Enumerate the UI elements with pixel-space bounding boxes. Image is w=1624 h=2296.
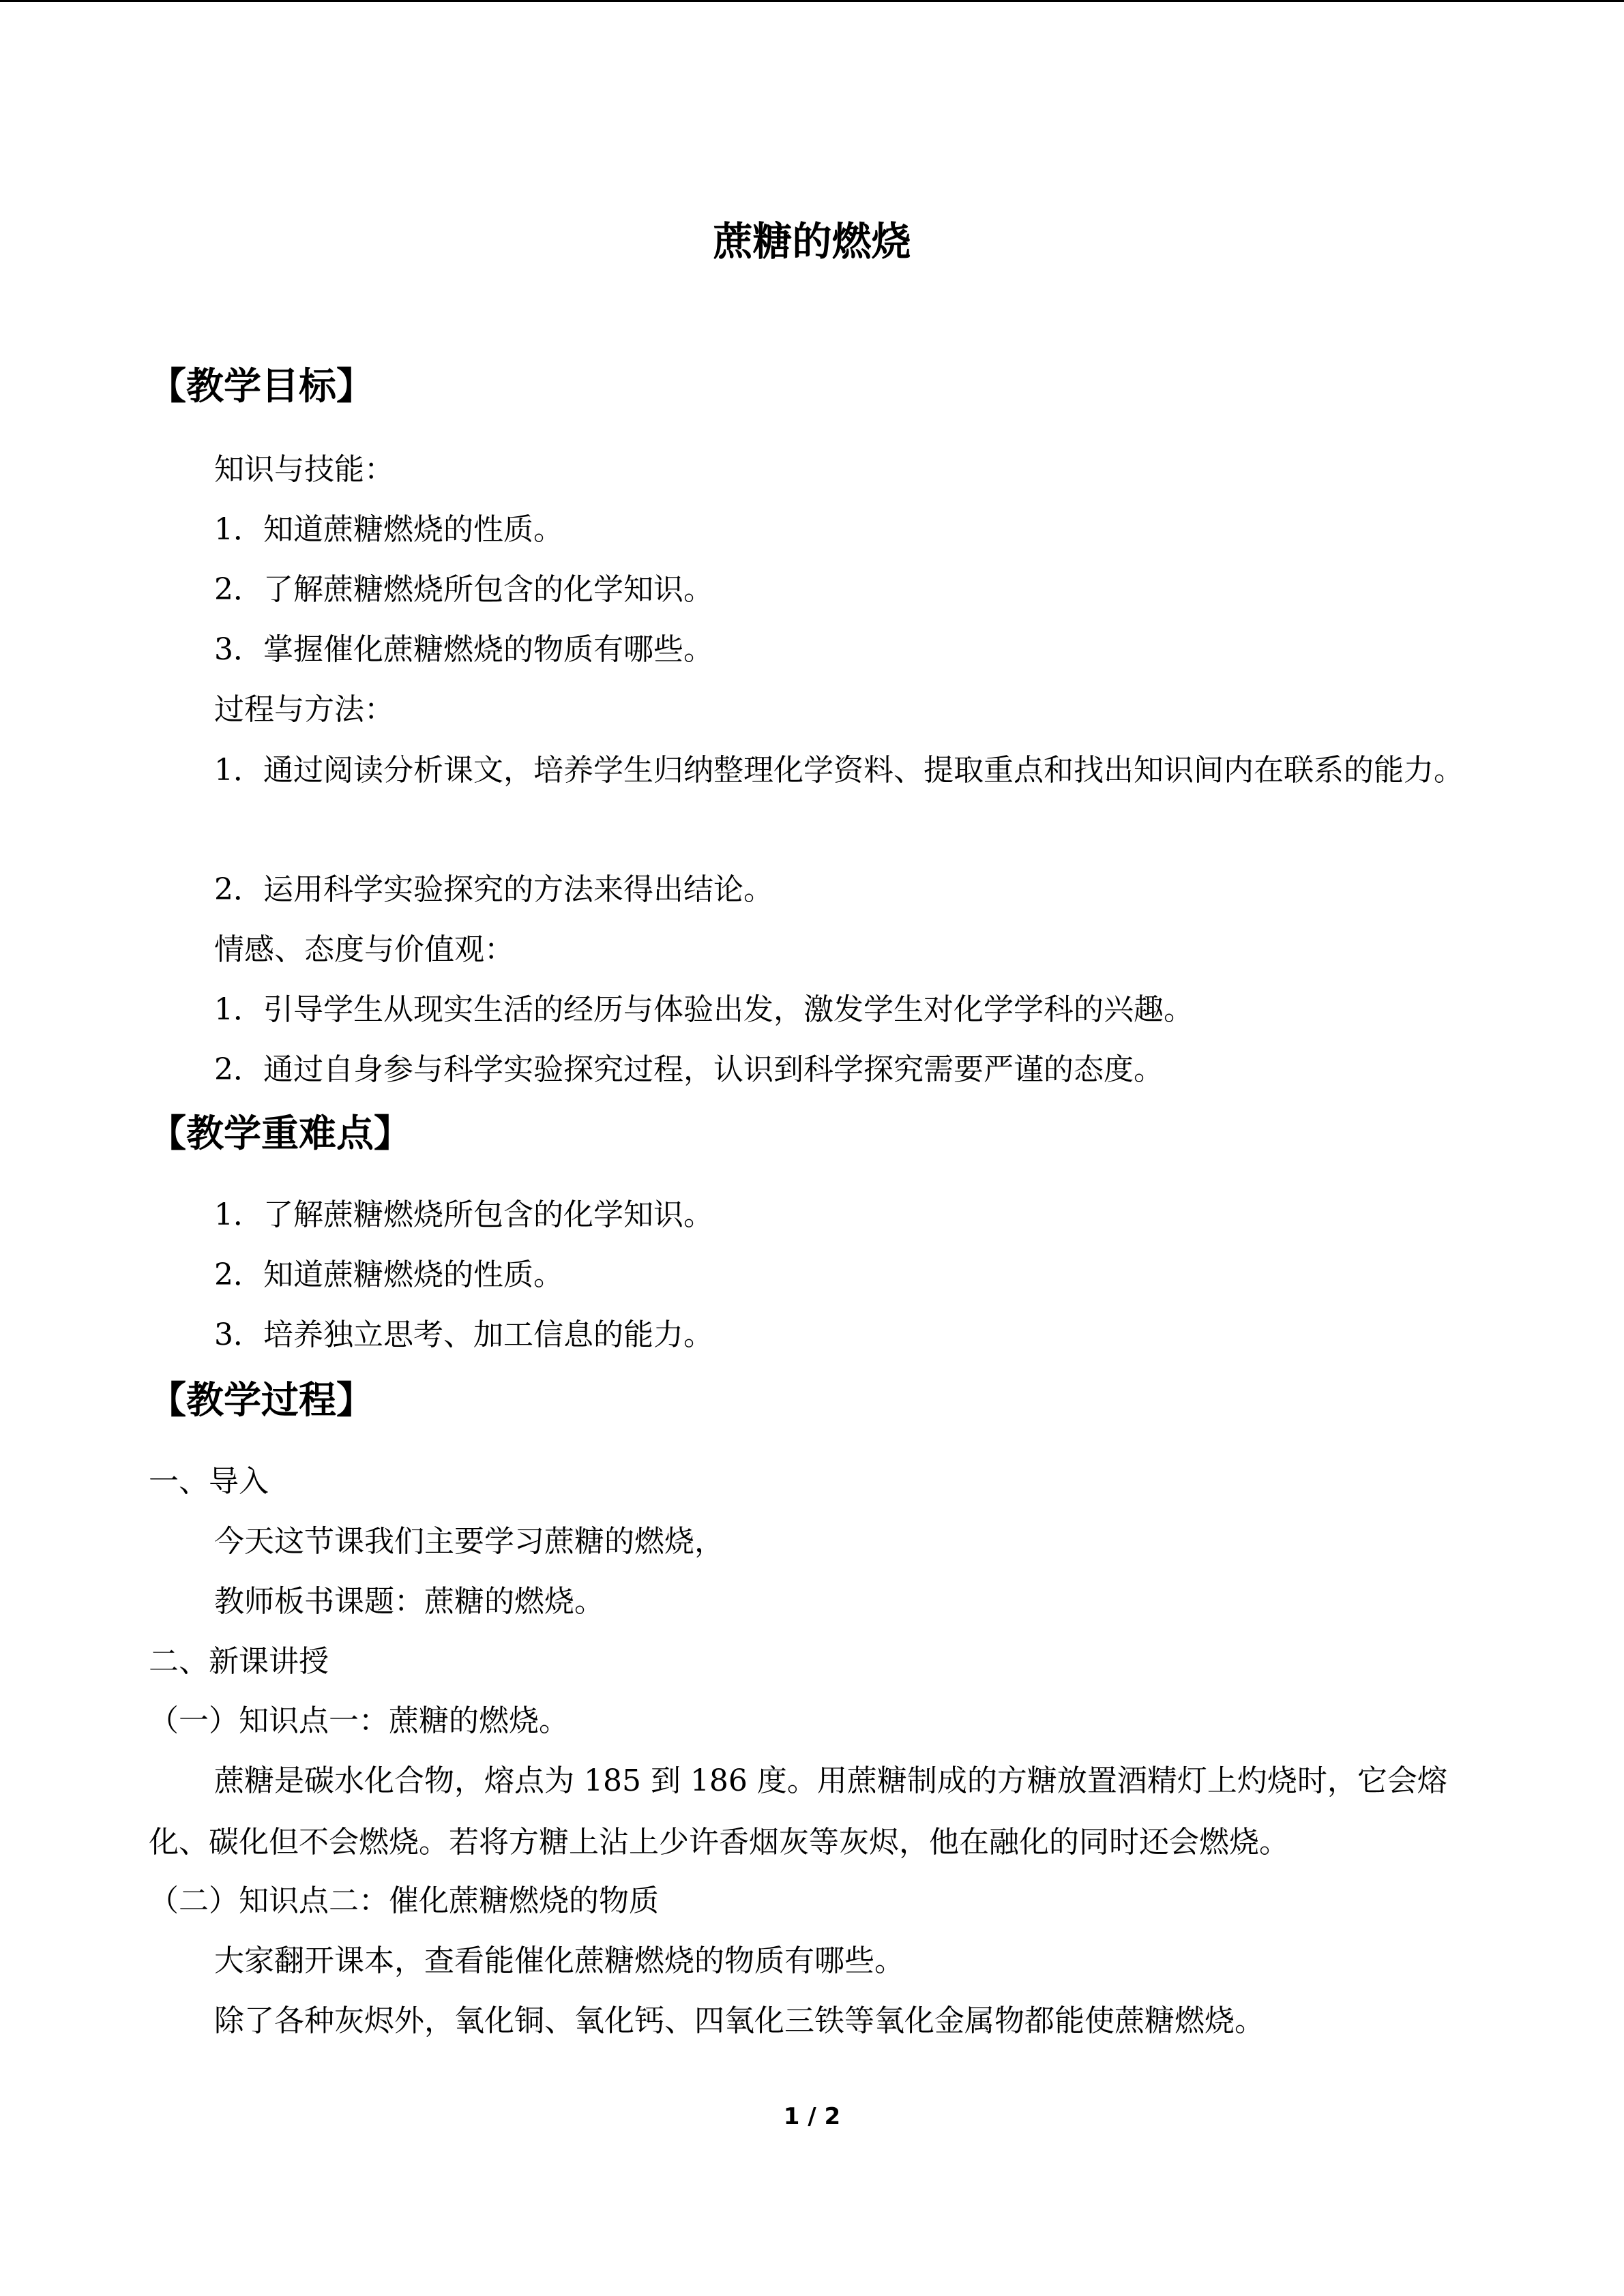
- point2-heading: （二）知识点二：催化蔗糖燃烧的物质: [149, 1883, 659, 1918]
- section-heading-key-points: 【教学重难点】: [149, 1112, 412, 1155]
- attitude-item: 1．引导学生从现实生活的经历与体验出发，激发学生对化学学科的兴趣。: [214, 992, 1194, 1027]
- method-item: 2．运用科学实验探究的方法来得出结论。: [214, 872, 773, 907]
- document-title: 蔗糖的燃烧: [713, 218, 911, 265]
- method-heading: 过程与方法：: [214, 692, 394, 727]
- key-point-item: 1．了解蔗糖燃烧所包含的化学知识。: [214, 1197, 713, 1232]
- page-number: 1 / 2: [783, 2103, 841, 2130]
- top-border-rule: [0, 0, 1624, 2]
- attitude-item: 2．通过自身参与科学实验探究过程，认识到科学探究需要严谨的态度。: [214, 1052, 1164, 1087]
- knowledge-heading: 知识与技能：: [214, 452, 394, 487]
- point2-line: 大家翻开课本，查看能催化蔗糖燃烧的物质有哪些。: [214, 1943, 904, 1978]
- point1-text: 蔗糖是碳水化合物，熔点为 185 到 186 度。用蔗糖制成的方糖放置酒精灯上灼烧时，它会熔化、碳化但不会燃烧。若将方糖上沾上少许香烟灰等灰烬，他在融化的同时还会燃烧。: [149, 1763, 1447, 1860]
- new-lesson-heading: 二、新课讲授: [149, 1644, 329, 1679]
- point1-heading: （一）知识点一：蔗糖的燃烧。: [149, 1703, 569, 1738]
- knowledge-item: 2．了解蔗糖燃烧所包含的化学知识。: [214, 572, 713, 607]
- knowledge-item: 1．知道蔗糖燃烧的性质。: [214, 512, 563, 547]
- point2-line: 除了各种灰烬外，氧化铜、氧化钙、四氧化三铁等氧化金属物都能使蔗糖燃烧。: [214, 2003, 1265, 2038]
- section-heading-process: 【教学过程】: [149, 1378, 374, 1422]
- key-point-item: 3．培养独立思考、加工信息的能力。: [214, 1317, 713, 1352]
- intro-line: 今天这节课我们主要学习蔗糖的燃烧，: [214, 1524, 724, 1559]
- attitude-heading: 情感、态度与价值观：: [214, 932, 514, 967]
- section-heading-objectives: 【教学目标】: [149, 364, 374, 408]
- key-point-item: 2．知道蔗糖燃烧的性质。: [214, 1257, 563, 1292]
- knowledge-item: 3．掌握催化蔗糖燃烧的物质有哪些。: [214, 632, 713, 667]
- intro-line: 教师板书课题：蔗糖的燃烧。: [214, 1584, 604, 1619]
- method-item: 1．通过阅读分析课文，培养学生归纳整理化学资料、提取重点和找出知识间内在联系的能力。: [214, 753, 1464, 788]
- intro-heading: 一、导入: [149, 1464, 269, 1499]
